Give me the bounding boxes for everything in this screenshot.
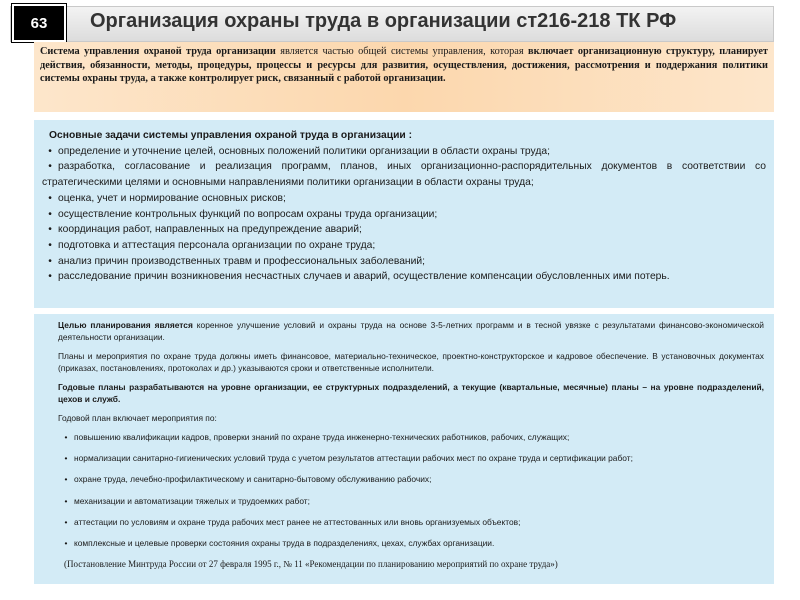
planning-levels: Годовые планы разрабатываются на уровне организации, ее структурных подразделений, а текущие (квартальные, месячные) планы – на уровне подразделений, цехов и служб. <box>58 382 764 405</box>
list-item <box>58 473 764 485</box>
source-citation: (Постановление Минтруда России от 27 февраля 1995 г., № 11 «Рекомендации по планированию мероприятий по охране труда») <box>64 559 558 570</box>
tasks-heading: Основные задачи системы управления охраной труда в организации : <box>49 130 413 141</box>
bullet-icon: • <box>48 255 52 267</box>
bullet-icon: • <box>64 432 68 443</box>
list-item <box>42 144 766 160</box>
annual-plan-intro: Годовой план включает мероприятия по: <box>58 413 217 424</box>
list-item <box>58 495 764 507</box>
bullet-icon: • <box>64 538 68 549</box>
list-item-text: нормализации санитарно-гигиенических условий труда с учетом результатов аттестации рабочих мест по охране труда и сертификации работ; <box>74 453 633 464</box>
tasks-box <box>34 120 774 308</box>
list-item-text: механизации и автоматизации тяжелых и трудоемких работ; <box>74 495 310 506</box>
bullet-icon: • <box>48 192 52 204</box>
planning-goal-text: коренное улучшение условий и охраны труда на основе 3-5-летних программ и в тесной увязке с результатами финансово-экономической деятельности организации. <box>58 320 764 343</box>
list-item-text: комплексные и целевые проверки состояния охраны труда в подразделениях, цехах, службах организации. <box>74 538 495 549</box>
list-item <box>42 191 766 207</box>
planning-goal <box>58 319 764 344</box>
bullet-icon: • <box>48 224 52 236</box>
list-item <box>42 269 766 285</box>
bullet-icon: • <box>64 516 68 527</box>
list-item <box>58 452 764 464</box>
list-item-text: разработка, согласование и реализация программ, планов, иных организационно-распорядительных документов в соответствии со стратегическими целями и основными направлениями политики организации в области охраны труда; <box>42 161 766 189</box>
bullet-icon: • <box>64 474 68 485</box>
bullet-icon: • <box>64 453 68 464</box>
definition-term: Система управления охраной труда организации <box>40 46 276 57</box>
list-item <box>58 537 764 549</box>
definition-text: включает организационную структуру, планирует действия, обязанности, методы, процедуры, процессы и ресурсы для развития, осуществления, достижения, рассмотрения и поддержания политики системы охраны труда, а также контролирует риск, связанный с работой организации. <box>40 46 768 85</box>
list-item <box>42 159 766 190</box>
planning-box <box>34 314 774 584</box>
list-item-text: анализ причин производственных травм и профессиональных заболеваний; <box>58 255 425 267</box>
list-item <box>42 254 766 270</box>
bullet-icon: • <box>48 208 52 220</box>
definition-box <box>34 42 774 112</box>
bullet-icon: • <box>48 161 52 173</box>
list-item <box>42 238 766 254</box>
planning-requirements: Планы и мероприятия по охране труда должны иметь финансовое, материально-техническое, проектно-конструкторское и кадровое обеспечение. В установочных документах (приказах, постановлениях, протоколах и др.) указываются сроки и ответственные исполнители. <box>58 351 764 374</box>
list-item-text: подготовка и аттестация персонала организации по охране труда; <box>58 239 376 251</box>
list-item-text: оценка, учет и нормирование основных рисков; <box>58 192 286 204</box>
list-item-text: осуществление контрольных функций по вопросам охраны труда организации; <box>58 208 438 220</box>
list-item-text: координация работ, направленных на предупреждение аварий; <box>58 224 362 236</box>
list-item <box>58 431 764 443</box>
bullet-icon: • <box>48 145 52 157</box>
tasks-list <box>42 144 766 285</box>
list-item-text: аттестации по условиям и охране труда рабочих мест ранее не аттестованных или вновь организуемых объектов; <box>74 516 521 527</box>
bullet-icon: • <box>48 239 52 251</box>
list-item <box>42 207 766 223</box>
page-title: Организация охраны труда в организации ст216-218 ТК РФ <box>90 10 677 32</box>
list-item-text: охране труда, лечебно-профилактическому и санитарно-бытовому обслуживанию рабочих; <box>74 474 432 485</box>
slide-number: 63 <box>12 4 66 42</box>
bullet-icon: • <box>48 271 52 283</box>
list-item-text: определение и уточнение целей, основных положений политики организации в области охраны труда; <box>58 145 550 157</box>
list-item <box>42 222 766 238</box>
bullet-icon: • <box>64 495 68 506</box>
list-item-text: повышению квалификации кадров, проверки знаний по охране труда инженерно-технических работников, рабочих, служащих; <box>74 432 570 443</box>
list-item-text: расследование причин возникновения несчастных случаев и аварий, осуществление компенсации обусловленных ими потерь. <box>58 271 670 283</box>
planning-goal-term: Целью планирования является <box>58 320 193 330</box>
list-item <box>58 516 764 528</box>
annual-plan-list <box>58 431 764 549</box>
definition-middle: является частью общей системы управления, которая <box>275 46 529 57</box>
